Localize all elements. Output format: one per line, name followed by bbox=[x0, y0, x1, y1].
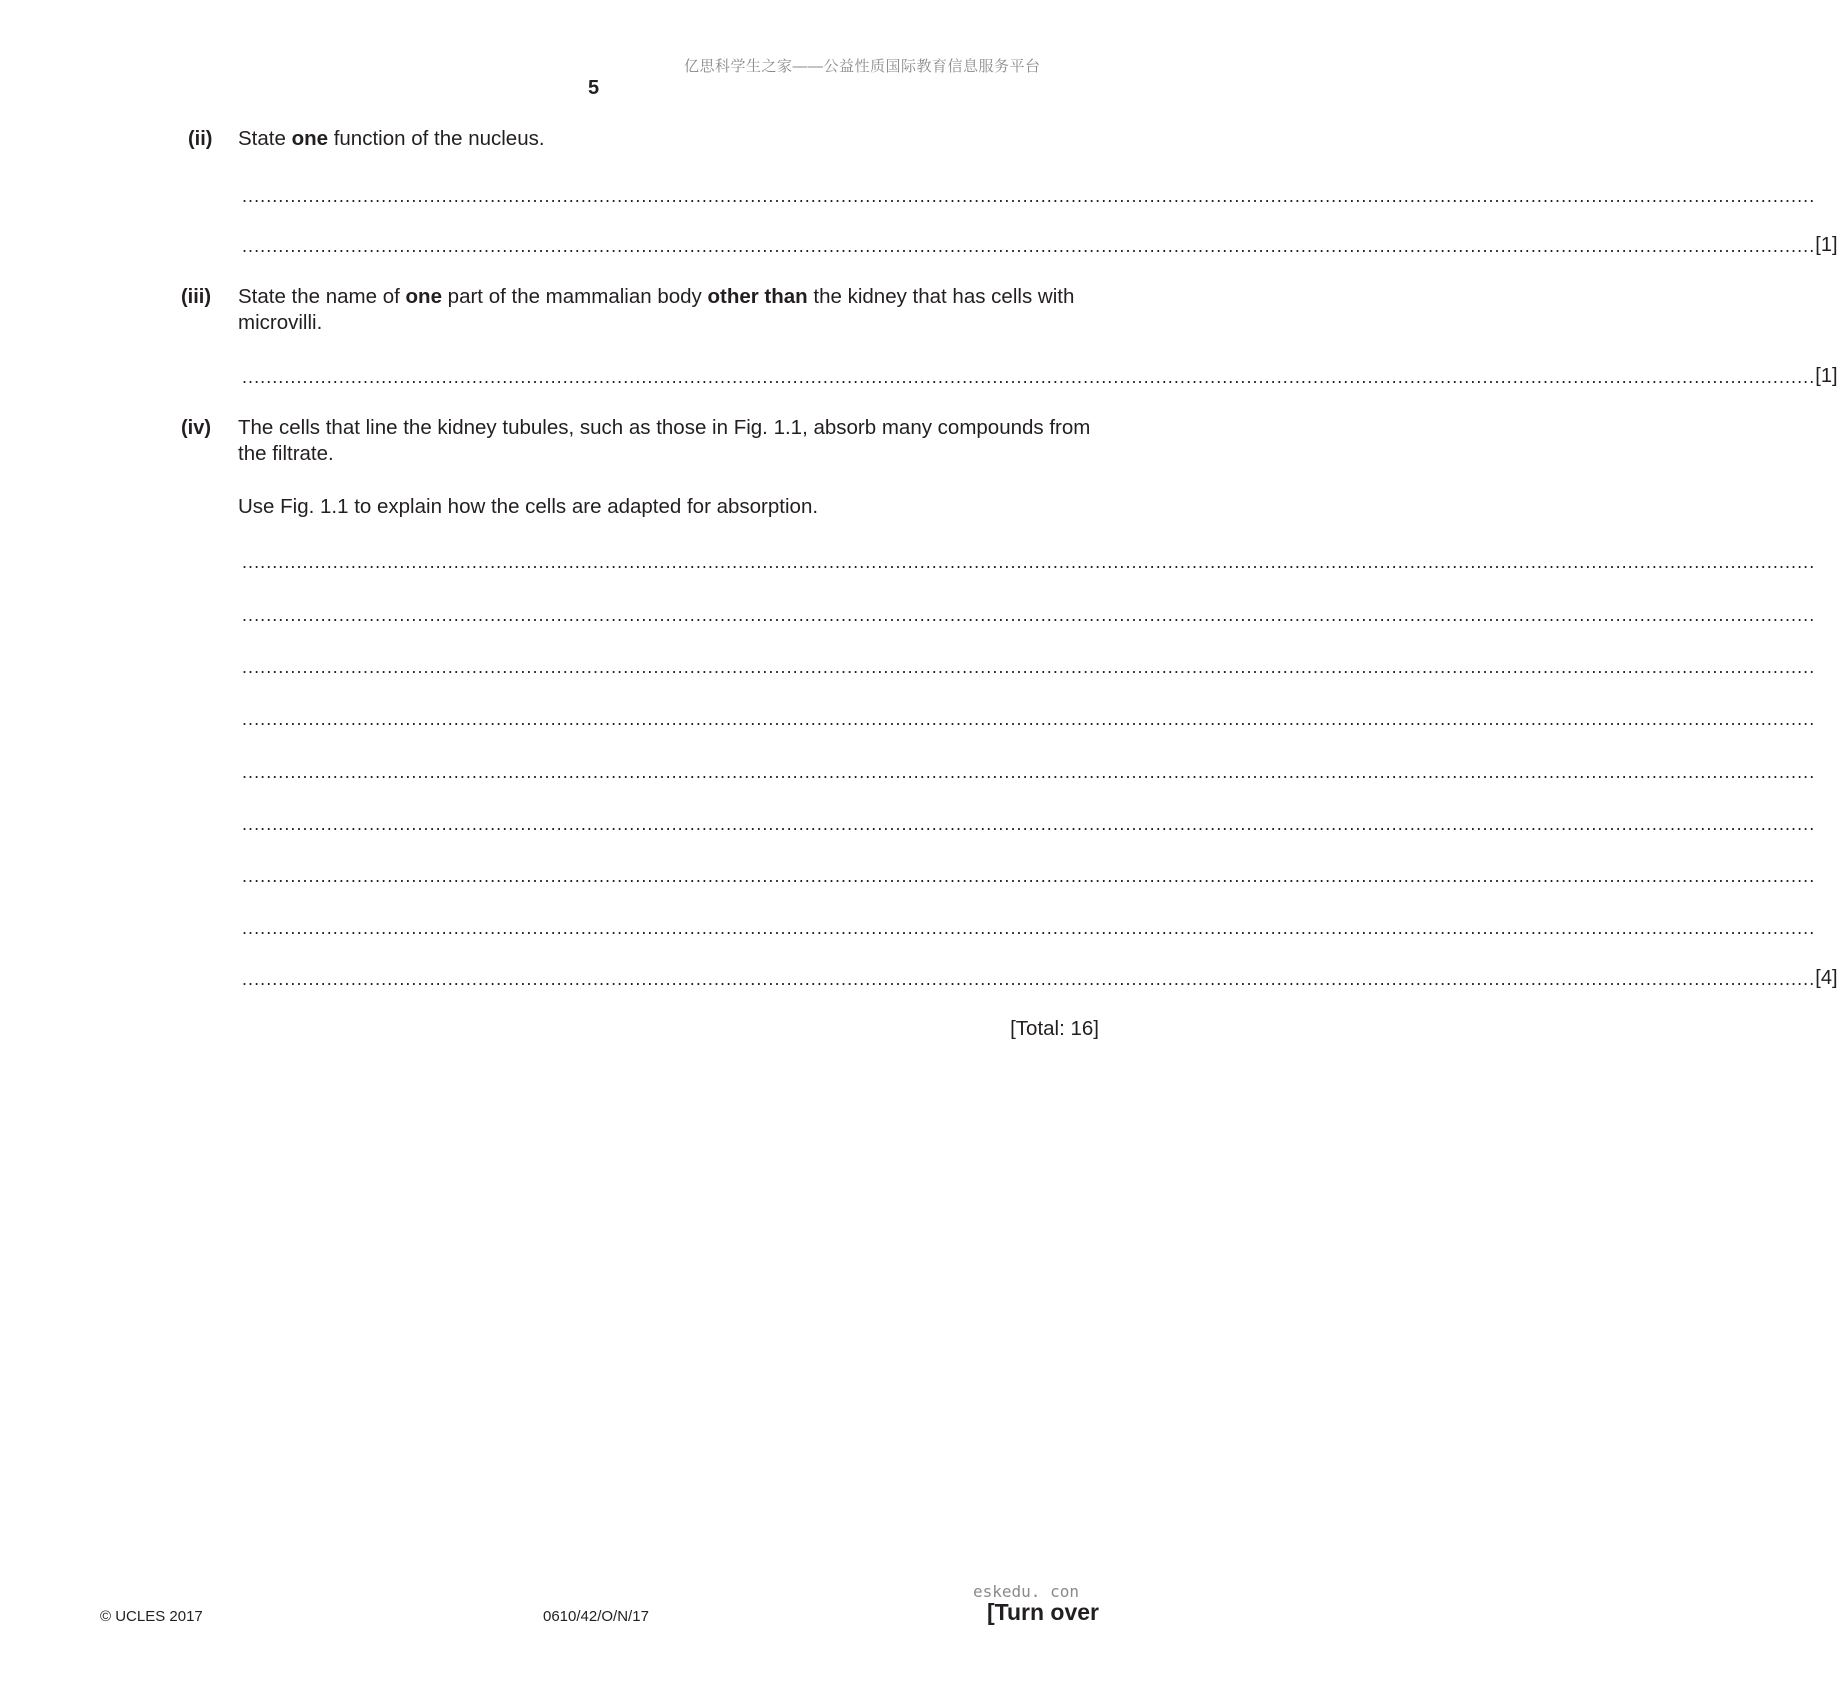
question-text-ii: State one function of the nucleus. bbox=[238, 127, 545, 150]
copyright: © UCLES 2017 bbox=[100, 1608, 203, 1625]
total-marks: [Total: 16] bbox=[1010, 1017, 1099, 1040]
answer-line[interactable]: .................................................................................................................................................................................................................................................................... bbox=[242, 186, 1816, 206]
answer-line[interactable]: .................................................................................................................................................................................................................................................................... [4] bbox=[242, 967, 1838, 989]
answer-line[interactable]: .................................................................................................................................................................................................................................................................... bbox=[242, 814, 1816, 834]
marks-label: [4] bbox=[1815, 967, 1838, 989]
paper-code: 0610/42/O/N/17 bbox=[543, 1608, 649, 1625]
question-label-iii: (iii) bbox=[181, 286, 211, 308]
question-instruction-iv: Use Fig. 1.1 to explain how the cells are adapted for absorption. bbox=[238, 495, 819, 518]
site-watermark: eskedu. con bbox=[973, 1582, 1079, 1601]
question-text-iv: The cells that line the kidney tubules, such as those in Fig. 1.1, absorb many compounds from the filtrate. bbox=[238, 416, 1091, 465]
answer-line[interactable]: .................................................................................................................................................................................................................................................................... bbox=[242, 709, 1816, 729]
answer-line[interactable]: .................................................................................................................................................................................................................................................................... [1] bbox=[242, 365, 1838, 387]
answer-line[interactable]: .................................................................................................................................................................................................................................................................... bbox=[242, 552, 1816, 572]
page-number: 5 bbox=[588, 77, 600, 99]
answer-line[interactable]: .................................................................................................................................................................................................................................................................... bbox=[242, 762, 1816, 782]
answer-line[interactable]: .................................................................................................................................................................................................................................................................... [1] bbox=[242, 234, 1838, 256]
question-label-iv: (iv) bbox=[181, 417, 211, 439]
question-text-iii: State the name of one part of the mammalian body other than the kidney that has cells with microvilli. bbox=[238, 285, 1075, 334]
question-label-ii: (ii) bbox=[188, 128, 213, 150]
answer-line[interactable]: .................................................................................................................................................................................................................................................................... bbox=[242, 918, 1816, 938]
answer-line[interactable]: .................................................................................................................................................................................................................................................................... bbox=[242, 657, 1816, 677]
turn-over: [Turn over bbox=[986, 1599, 1099, 1625]
marks-label: [1] bbox=[1815, 234, 1838, 256]
marks-label: [1] bbox=[1815, 365, 1838, 387]
answer-line[interactable]: .................................................................................................................................................................................................................................................................... bbox=[242, 605, 1816, 625]
answer-line[interactable]: .................................................................................................................................................................................................................................................................... bbox=[242, 866, 1816, 886]
header-watermark: 亿思科学生之家——公益性质国际教育信息服务平台 bbox=[684, 58, 1041, 75]
